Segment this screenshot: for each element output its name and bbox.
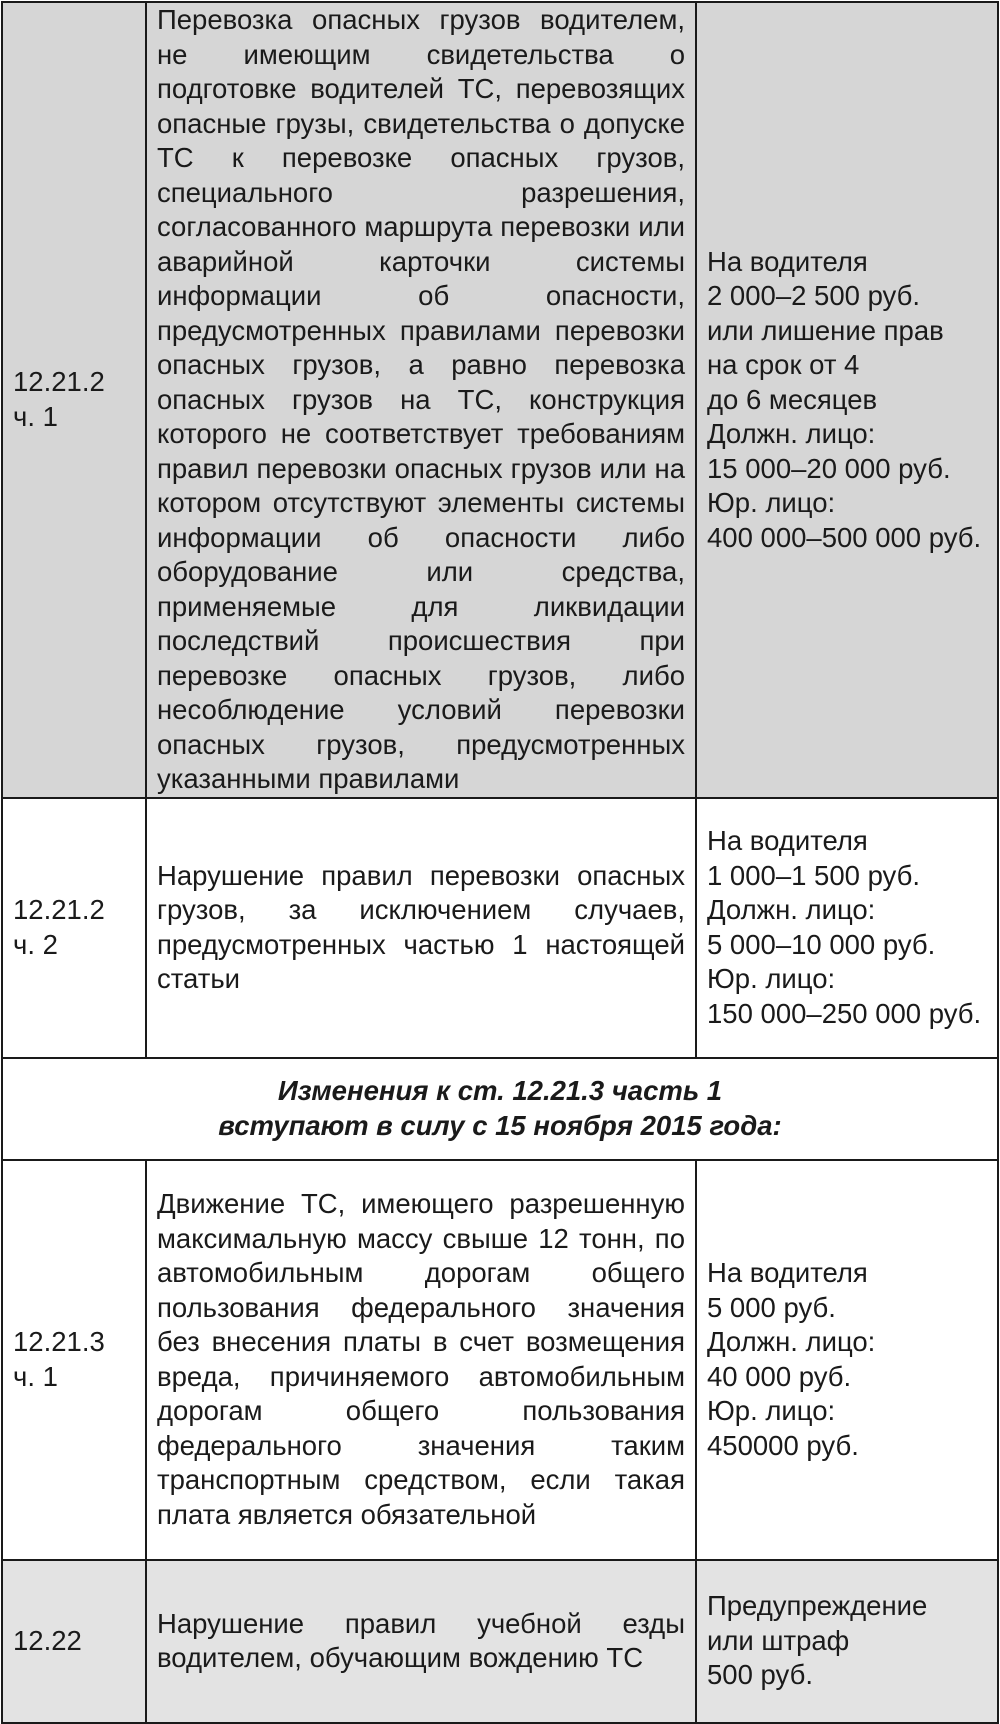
article-part: ч. 1 xyxy=(13,1360,58,1392)
fines-table xyxy=(1,1,999,1724)
penalty-line: 450000 руб. xyxy=(707,1429,859,1461)
article-cell xyxy=(2,1560,146,1723)
penalty-line: или лишение прав xyxy=(707,314,944,346)
article-cell xyxy=(2,1160,146,1560)
notice-cell xyxy=(2,1058,998,1160)
notice-row xyxy=(2,1058,998,1160)
penalty-cell xyxy=(696,1160,998,1560)
penalty-line: 15 000–20 000 руб. xyxy=(707,452,951,484)
article-number: 12.22 xyxy=(13,1624,82,1656)
penalty-line: Юр. лицо: xyxy=(707,487,836,518)
penalty-line: до 6 месяцев xyxy=(707,383,878,415)
penalty-line: Должн. лицо: xyxy=(707,894,876,925)
violation-description: Нарушение правил учебной езды водителем, обучающим вождению ТС xyxy=(146,1560,696,1723)
table-row xyxy=(2,1160,998,1560)
penalty-line: 400 000–500 000 руб. xyxy=(707,521,982,553)
article-number: 12.21.3 xyxy=(13,1326,105,1357)
penalty-line: Должн. лицо: xyxy=(707,1326,876,1357)
penalty-line: Должн. лицо: xyxy=(707,418,876,449)
table-row xyxy=(2,798,998,1058)
penalty-line: На водителя xyxy=(707,1257,868,1288)
penalty-line: Предупреждение xyxy=(707,1590,928,1622)
article-cell xyxy=(2,2,146,798)
penalty-cell xyxy=(696,798,998,1058)
penalty-cell xyxy=(696,1560,998,1723)
article-part: ч. 1 xyxy=(13,400,58,432)
penalty-line: Юр. лицо: xyxy=(707,1395,836,1426)
penalty-line: 150 000–250 000 руб. xyxy=(707,997,982,1029)
penalty-cell xyxy=(696,2,998,798)
penalty-line: 5 000–10 000 руб. xyxy=(707,928,936,960)
article-part: ч. 2 xyxy=(13,928,58,960)
penalty-line: на срок от 4 xyxy=(707,349,860,380)
violation-description: Нарушение правил перевозки опасных грузов, за исключением случаев, предусмотренных частью 1 настоящей статьи xyxy=(146,798,696,1058)
violation-description: Движение ТС, имеющего разрешенную максимальную массу свыше 12 тонн, по автомобильным дорогам общего пользования федерального значения без внесения платы в счет возмещения вреда, причиняемого автомобильным дорогам общего пользования федерального значения таким транспортным средством, если такая плата является обязательной xyxy=(146,1160,696,1560)
penalty-line: или штраф xyxy=(707,1624,850,1656)
penalty-line: 2 000–2 500 руб. xyxy=(707,280,921,311)
article-number: 12.21.2 xyxy=(13,894,105,925)
penalty-line: 40 000 руб. xyxy=(707,1360,852,1392)
penalty-line: 5 000 руб. xyxy=(707,1291,836,1323)
violation-description: Перевозка опасных грузов водителем, не имеющим свидетельства о подготовке водителей ТС, перевозящих опасные грузы, свидетельства о допуске ТС к перевозке опасных грузов, специального разрешения, согласованного маршрута перевозки или аварийной карточки системы информации об опасности, предусмотренных правилами перевозки опасных грузов, а равно перевозка опасных грузов на ТС, конструкция которого не соответствует требованиям правил перевозки опасных грузов или на котором отсутствуют элементы системы информации об опасности либо оборудование или средства, применяемые для ликвидации последствий происшествия при перевозке опасных грузов, либо несоблюдение условий перевозки опасных грузов, предусмотренных указанными правилами xyxy=(146,2,696,798)
penalty-line: На водителя xyxy=(707,245,868,277)
article-number: 12.21.2 xyxy=(13,366,105,398)
penalty-line: Юр. лицо: xyxy=(707,963,836,994)
penalty-line: На водителя xyxy=(707,825,868,856)
penalty-line: 500 руб. xyxy=(707,1659,813,1691)
notice-line: Изменения к ст. 12.21.3 часть 1 xyxy=(277,1075,723,1106)
notice-line: вступают в силу с 15 ноября 2015 года: xyxy=(218,1109,782,1141)
article-cell xyxy=(2,798,146,1058)
table-row xyxy=(2,2,998,798)
penalty-line: 1 000–1 500 руб. xyxy=(707,859,921,891)
table-row xyxy=(2,1560,998,1723)
